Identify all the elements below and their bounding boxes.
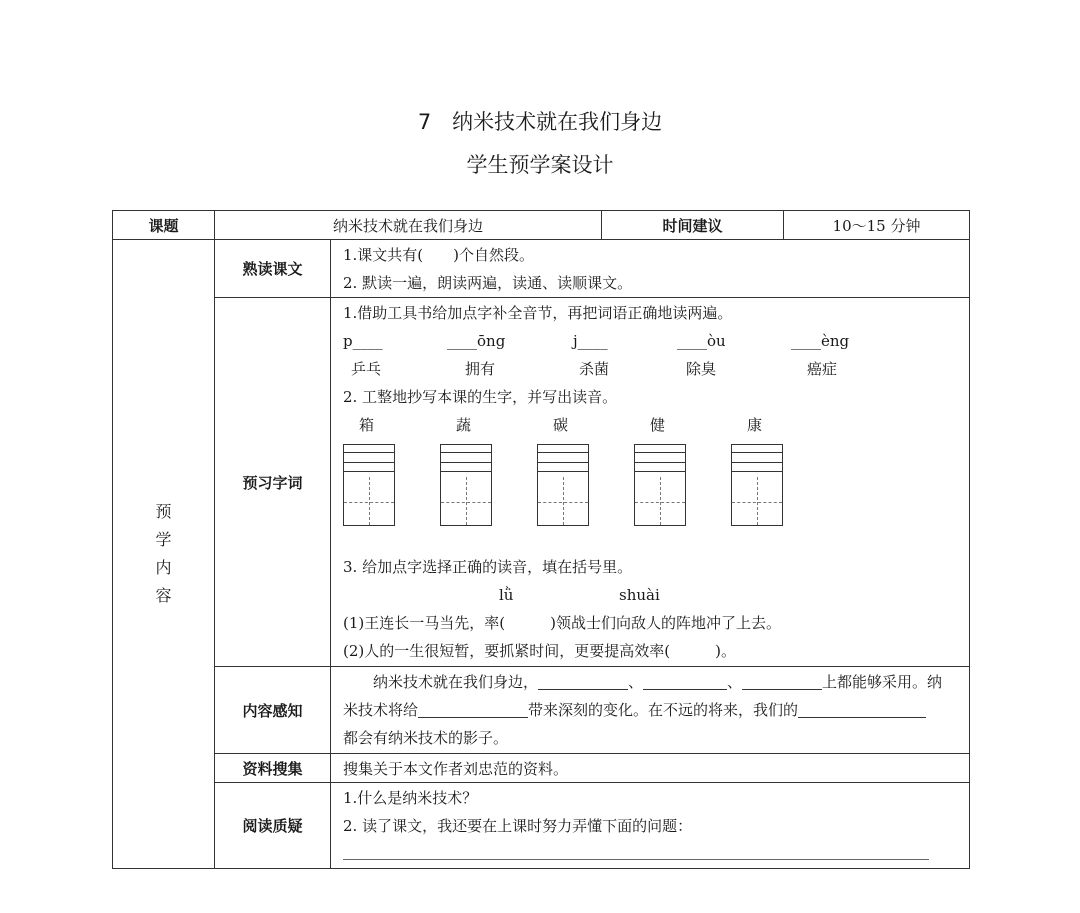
sentence-line: (1)王连长一马当先，率( )领战士们向敌人的阵地冲了上去。	[343, 614, 781, 632]
section-vocab	[113, 298, 970, 667]
topic-label: 课题	[113, 211, 215, 240]
writing-grid[interactable]	[731, 444, 783, 526]
section-label: 资料搜集	[215, 754, 331, 783]
section-label: 熟读课文	[215, 240, 331, 298]
side-char: 容	[155, 586, 172, 605]
text: 、	[727, 673, 743, 691]
fill-line	[343, 668, 969, 696]
fill-line: 都会有纳米技术的影子。	[343, 729, 509, 747]
question-line: 2. 默读一遍，朗读两遍，读通、读顺课文。	[343, 273, 633, 292]
document-subtitle: 学生预学案设计	[466, 153, 614, 177]
pinyin-blank: ____òu	[677, 332, 726, 350]
text: 上都能够采用。纳	[822, 673, 943, 691]
side-label	[113, 240, 215, 869]
blank[interactable]	[798, 699, 926, 718]
writing-grid[interactable]	[440, 444, 492, 526]
char: 健	[650, 416, 666, 434]
time-label: 时间建议	[602, 211, 784, 240]
time-value: 10～15 分钟	[784, 211, 970, 240]
answer-line[interactable]	[343, 858, 929, 860]
word: 乒乓	[351, 360, 382, 378]
fill-line	[343, 696, 969, 724]
text: 带来深刻的变化。在不远的将来，我们的	[528, 701, 799, 719]
word: 拥有	[465, 360, 496, 378]
side-char: 学	[155, 530, 172, 549]
blank[interactable]	[418, 699, 528, 718]
text: 、	[628, 673, 644, 691]
option-row	[343, 581, 969, 609]
blank[interactable]	[742, 671, 822, 690]
section-reading	[113, 240, 970, 298]
text: 米技术将给	[343, 701, 419, 719]
writing-grid[interactable]	[343, 444, 395, 526]
topic-value: 纳米技术就在我们身边	[215, 211, 602, 240]
blank[interactable]	[538, 671, 628, 690]
section-content	[331, 240, 970, 298]
char: 箱	[359, 416, 375, 434]
word: 除臭	[686, 360, 717, 378]
section-content	[331, 298, 970, 667]
question-line: 2. 读了课文，我还要在上课时努力弄懂下面的问题：	[343, 817, 693, 835]
writing-grid[interactable]	[537, 444, 589, 526]
pinyin-blank: j____	[573, 332, 608, 350]
blank[interactable]	[643, 671, 727, 690]
pinyin-blank: p____	[343, 332, 383, 350]
pinyin-row	[343, 327, 969, 355]
sentence-line: (2)人的一生很短暂，要抓紧时间，更要提高效率( )。	[343, 642, 736, 660]
question-line: 2. 工整地抄写本课的生字，并写出读音。	[343, 388, 618, 406]
question-line: 1.借助工具书给加点字补全音节，再把词语正确地读两遍。	[343, 304, 733, 322]
char: 碳	[553, 416, 569, 434]
section-research	[113, 754, 970, 783]
section-content: 搜集关于本文作者刘忠范的资料。	[331, 754, 970, 783]
question-line: 3. 给加点字选择正确的读音，填在括号里。	[343, 558, 633, 576]
section-questions	[113, 783, 970, 869]
char-row	[343, 411, 969, 441]
writing-grids	[343, 441, 969, 553]
writing-grid[interactable]	[634, 444, 686, 526]
section-content	[331, 667, 970, 754]
pinyin-option: shuài	[619, 586, 660, 604]
side-char: 预	[155, 502, 172, 521]
char: 蔬	[456, 416, 472, 434]
pinyin-option: lǜ	[499, 586, 514, 604]
pinyin-blank: ____ōng	[447, 332, 506, 350]
section-comprehension	[113, 667, 970, 754]
word: 癌症	[807, 360, 838, 378]
question-line: 1.课文共有( )个自然段。	[343, 245, 535, 264]
side-char: 内	[155, 558, 172, 577]
worksheet-table	[112, 210, 970, 869]
section-label: 内容感知	[215, 667, 331, 754]
section-content	[331, 783, 970, 869]
section-label: 阅读质疑	[215, 783, 331, 869]
header-row	[113, 211, 970, 240]
char: 康	[747, 416, 763, 434]
word: 杀菌	[579, 360, 610, 378]
pinyin-blank: ____èng	[791, 332, 850, 350]
question-line: 1.什么是纳米技术？	[343, 789, 478, 807]
text: 纳米技术就在我们身边，	[373, 673, 539, 691]
word-row	[343, 355, 969, 383]
section-label: 预习字词	[215, 298, 331, 667]
document-title: 7 纳米技术就在我们身边	[417, 110, 663, 134]
